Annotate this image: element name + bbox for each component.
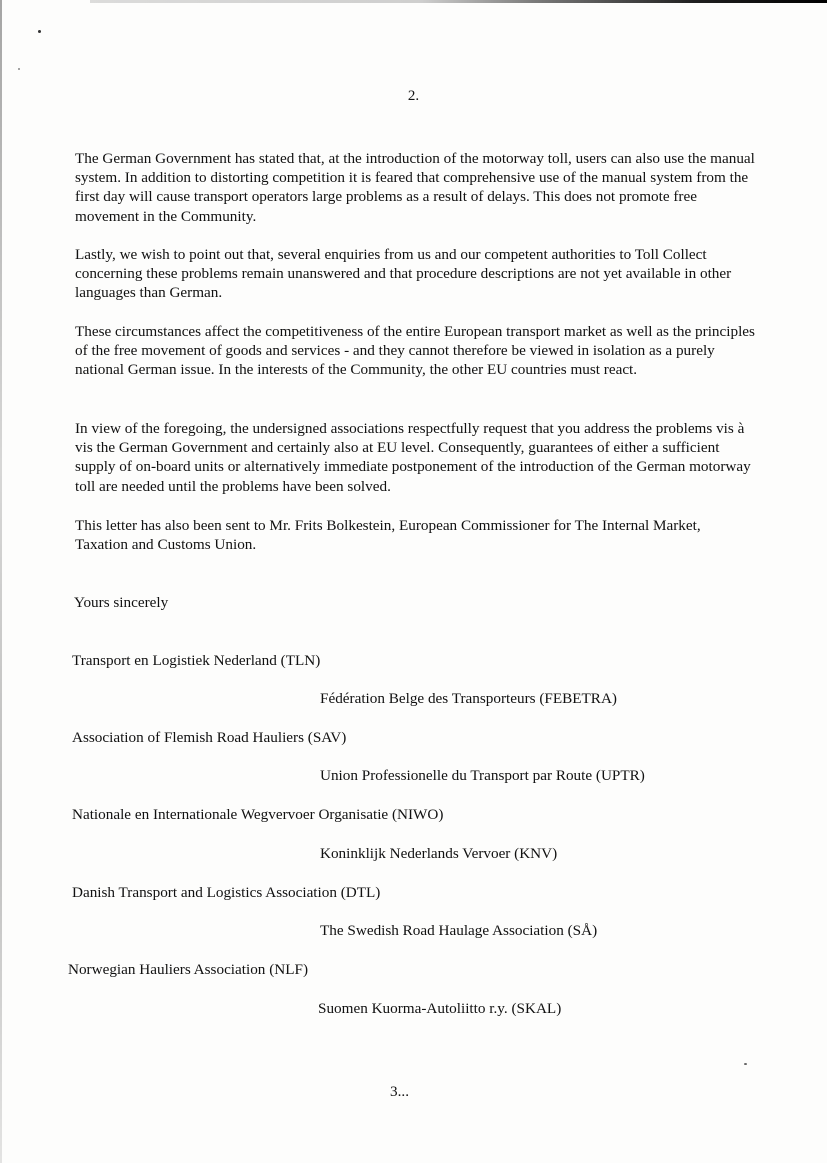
signatory-nlf: Norwegian Hauliers Association (NLF) <box>68 961 308 978</box>
signatory-niwo: Nationale en Internationale Wegvervoer Organisatie (NIWO) <box>72 806 444 823</box>
signatory-tln: Transport en Logistiek Nederland (TLN) <box>72 652 321 669</box>
signatory-skal: Suomen Kuorma-Autoliitto r.y. (SKAL) <box>318 1000 562 1017</box>
signatory-dtl: Danish Transport and Logistics Association (DTL) <box>72 884 381 901</box>
signatory-knv: Koninklijk Nederlands Vervoer (KNV) <box>320 845 558 862</box>
page-number: 2. <box>407 88 420 104</box>
scan-speck <box>18 68 20 70</box>
signatory-uptr: Union Professionelle du Transport par Route (UPTR) <box>320 767 645 784</box>
scan-left-edge <box>0 0 2 1163</box>
paragraph-manual-system: The German Government has stated that, at the introduction of the motorway toll, users can also use the manual system. In addition to distorting competition it is feared that comprehensive use of the manual system from the first day will cause transport operators large problems as a result of delays. This does not promote free movement in the Community. <box>75 150 755 225</box>
scan-speck <box>38 30 41 33</box>
scan-edge-artifact <box>90 0 827 3</box>
continued-marker: 3... <box>390 1083 409 1100</box>
signatory-sa: The Swedish Road Haulage Association (SÅ) <box>320 922 598 939</box>
paragraph-enquiries: Lastly, we wish to point out that, several enquiries from us and our competent authorities to Toll Collect concerning these problems remain unanswered and that procedure descriptions are not yet available in other languages than German. <box>75 246 732 302</box>
scan-speck <box>744 1063 747 1065</box>
paragraph-copy-notice: This letter has also been sent to Mr. Frits Bolkestein, European Commissioner for The Internal Market, Taxation and Customs Union. <box>75 517 701 554</box>
signatory-sav: Association of Flemish Road Hauliers (SAV) <box>72 729 347 746</box>
closing-salutation: Yours sincerely <box>74 594 169 611</box>
paragraph-request: In view of the foregoing, the undersigned associations respectfully request that you address the problems vis à vis the German Government and certainly also at EU level. Consequently, guarantees of either a sufficient supply of on-board units or alternatively immediate postponement of the introduction of the German motorway toll are needed until the problems have been solved. <box>75 420 751 495</box>
paragraph-competitiveness: These circumstances affect the competitiveness of the entire European transport market as well as the principles of the free movement of goods and services - and they cannot therefore be viewed in isolation as a purely national German issue. In the interests of the Community, the other EU countries must react. <box>75 323 755 379</box>
signatory-febetra: Fédération Belge des Transporteurs (FEBETRA) <box>320 690 617 707</box>
